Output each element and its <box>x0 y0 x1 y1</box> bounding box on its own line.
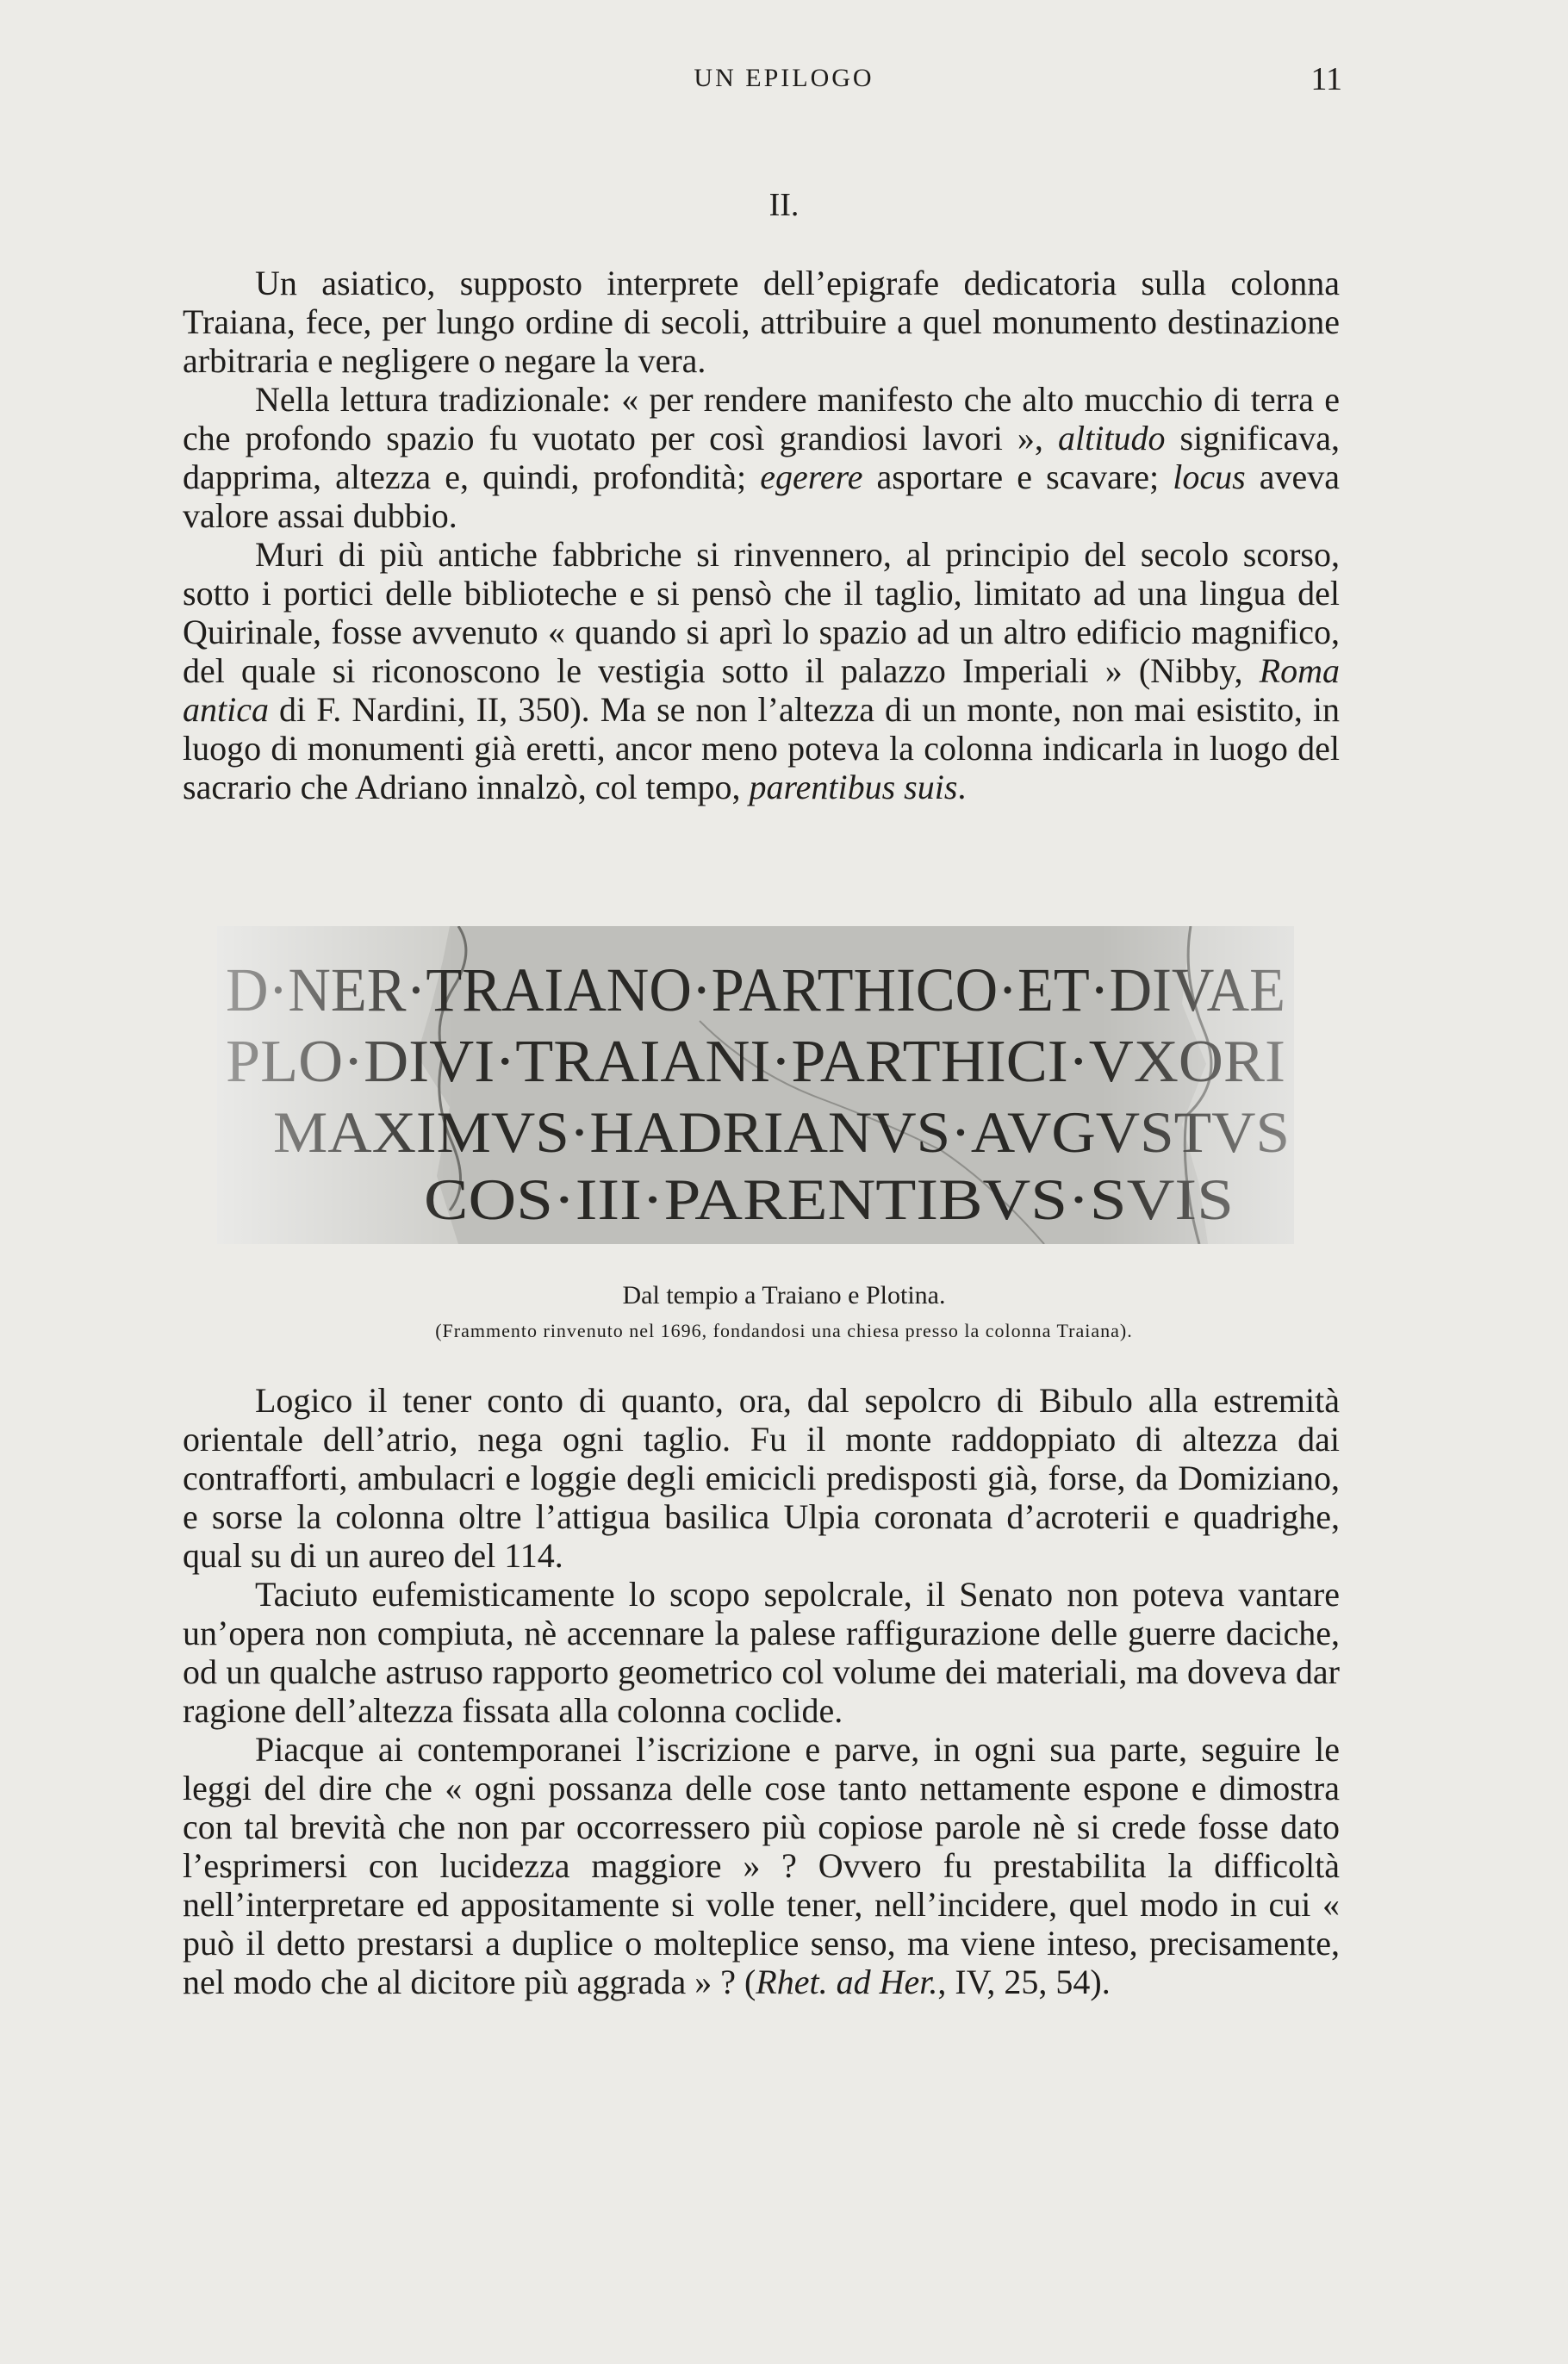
paragraph-3 <box>183 535 1340 806</box>
section-number: II. <box>768 187 800 223</box>
paragraph-5: Taciuto eufemisticamente lo scopo sepolcrale, il Senato non poteva vantare un’opera non compiuta, nè accennare la palese raffigurazione delle guerre daciche, od un qualche astruso rapporto geometrico col volume dei materiali, ma doveva dar ragione dell’altezza fissata alla colonna coclide. <box>183 1575 1340 1730</box>
running-title: UN EPILOGO <box>694 64 874 92</box>
paragraph-3-text-c: . <box>957 768 967 806</box>
paragraph-1: Un asiatico, supposto interprete dell’epigrafe dedicatoria sulla colonna Traiana, fece, per lungo ordine di secoli, attribuire a quel monumento destinazione arbitraria e negligere o negare la vera. <box>183 264 1340 380</box>
paragraph-2 <box>183 380 1340 535</box>
paragraph-6-text-a: Piacque ai contemporanei l’iscrizione e parve, in ogni sua parte, seguire le leggi del dire che « ogni possanza delle cose tanto nettamente espone e dimostra con tal brevità che non par occorressero più copiose parole nè si crede fosse dato l’esprimersi con lucidezza maggiore » ? Ovvero fu prestabilita la difficoltà nell’interpretare ed appositamente si volle tener, nell’incidere, quel modo in cui « può il detto prestarsi a duplice o molteplice senso, ma viene inteso, precisamente, nel modo che al dicitore più aggrada » ? ( <box>183 1730 1340 2001</box>
title-roma-antica: Roma antica <box>183 651 1340 729</box>
paragraph-4: Logico il tener conto di quanto, ora, dal sepolcro di Bibulo alla estremità orientale dell’atrio, nega ogni taglio. Fu il monte raddoppiato di altezza dai contrafforti, ambulacri e loggie degli emicicli predisposti già, forse, da Domiziano, e sorse la colonna oltre l’attigua basilica Ulpia coronata d’acroterii e quadrighe, qual su di un aureo del 114. <box>183 1381 1340 1575</box>
paragraph-3-text-b: di F. Nardini, II, 350). Ma se non l’altezza di un monte, non mai esistito, in luogo di monumenti già eretti, ancor meno poteva la colonna indicarla in luogo del sacrario che Adriano innalzò, col tempo, <box>183 690 1340 806</box>
text-block-lower <box>183 1381 1340 2001</box>
citation-rhet-ad-her: Rhet. ad Her. <box>756 1963 938 2001</box>
figure-caption: Dal tempio a Traiano e Plotina. <box>622 1281 946 1310</box>
term-altitudo: altitudo <box>1057 419 1166 457</box>
paragraph-2-text-a: Nella lettura tradizionale: « per rendere manifesto che alto mucchio di terra e che profondo spazio fu vuotato per così grandiosi lavori », <box>183 380 1340 457</box>
figure-subcaption: (Frammento rinvenuto nel 1696, fondandosi una chiesa presso la colonna Traiana). <box>435 1320 1133 1341</box>
paragraph-2-text-c: asportare e scavare; <box>862 457 1173 496</box>
term-locus: locus <box>1173 457 1246 496</box>
phrase-parentibus-suis: parentibus suis <box>749 768 958 806</box>
paragraph-3-text-a: Muri di più antiche fabbriche si rinvennero, al principio del secolo scorso, sotto i portici delle biblioteche e si pensò che il taglio, limitato ad una lingua del Quirinale, fosse avvenuto « quando si aprì lo spazio ad un altro edificio magnifico, del quale si riconoscono le vestigia sotto il palazzo Imperiali » (Nibby, <box>183 535 1340 690</box>
paragraph-6-text-b: , IV, 25, 54). <box>937 1963 1111 2001</box>
inscription-photo <box>217 926 1294 1244</box>
paragraph-2-text-d: aveva valore assai dubbio. <box>183 457 1341 535</box>
term-egerere: egerere <box>760 457 863 496</box>
inscription-stone <box>217 926 1294 1244</box>
page-number: 11 <box>1310 61 1342 97</box>
text-block-upper <box>183 264 1340 806</box>
paragraph-6 <box>183 1730 1340 2001</box>
paragraph-2-text-b: significava, dapprima, altezza e, quindi, profondità; <box>183 419 1340 496</box>
